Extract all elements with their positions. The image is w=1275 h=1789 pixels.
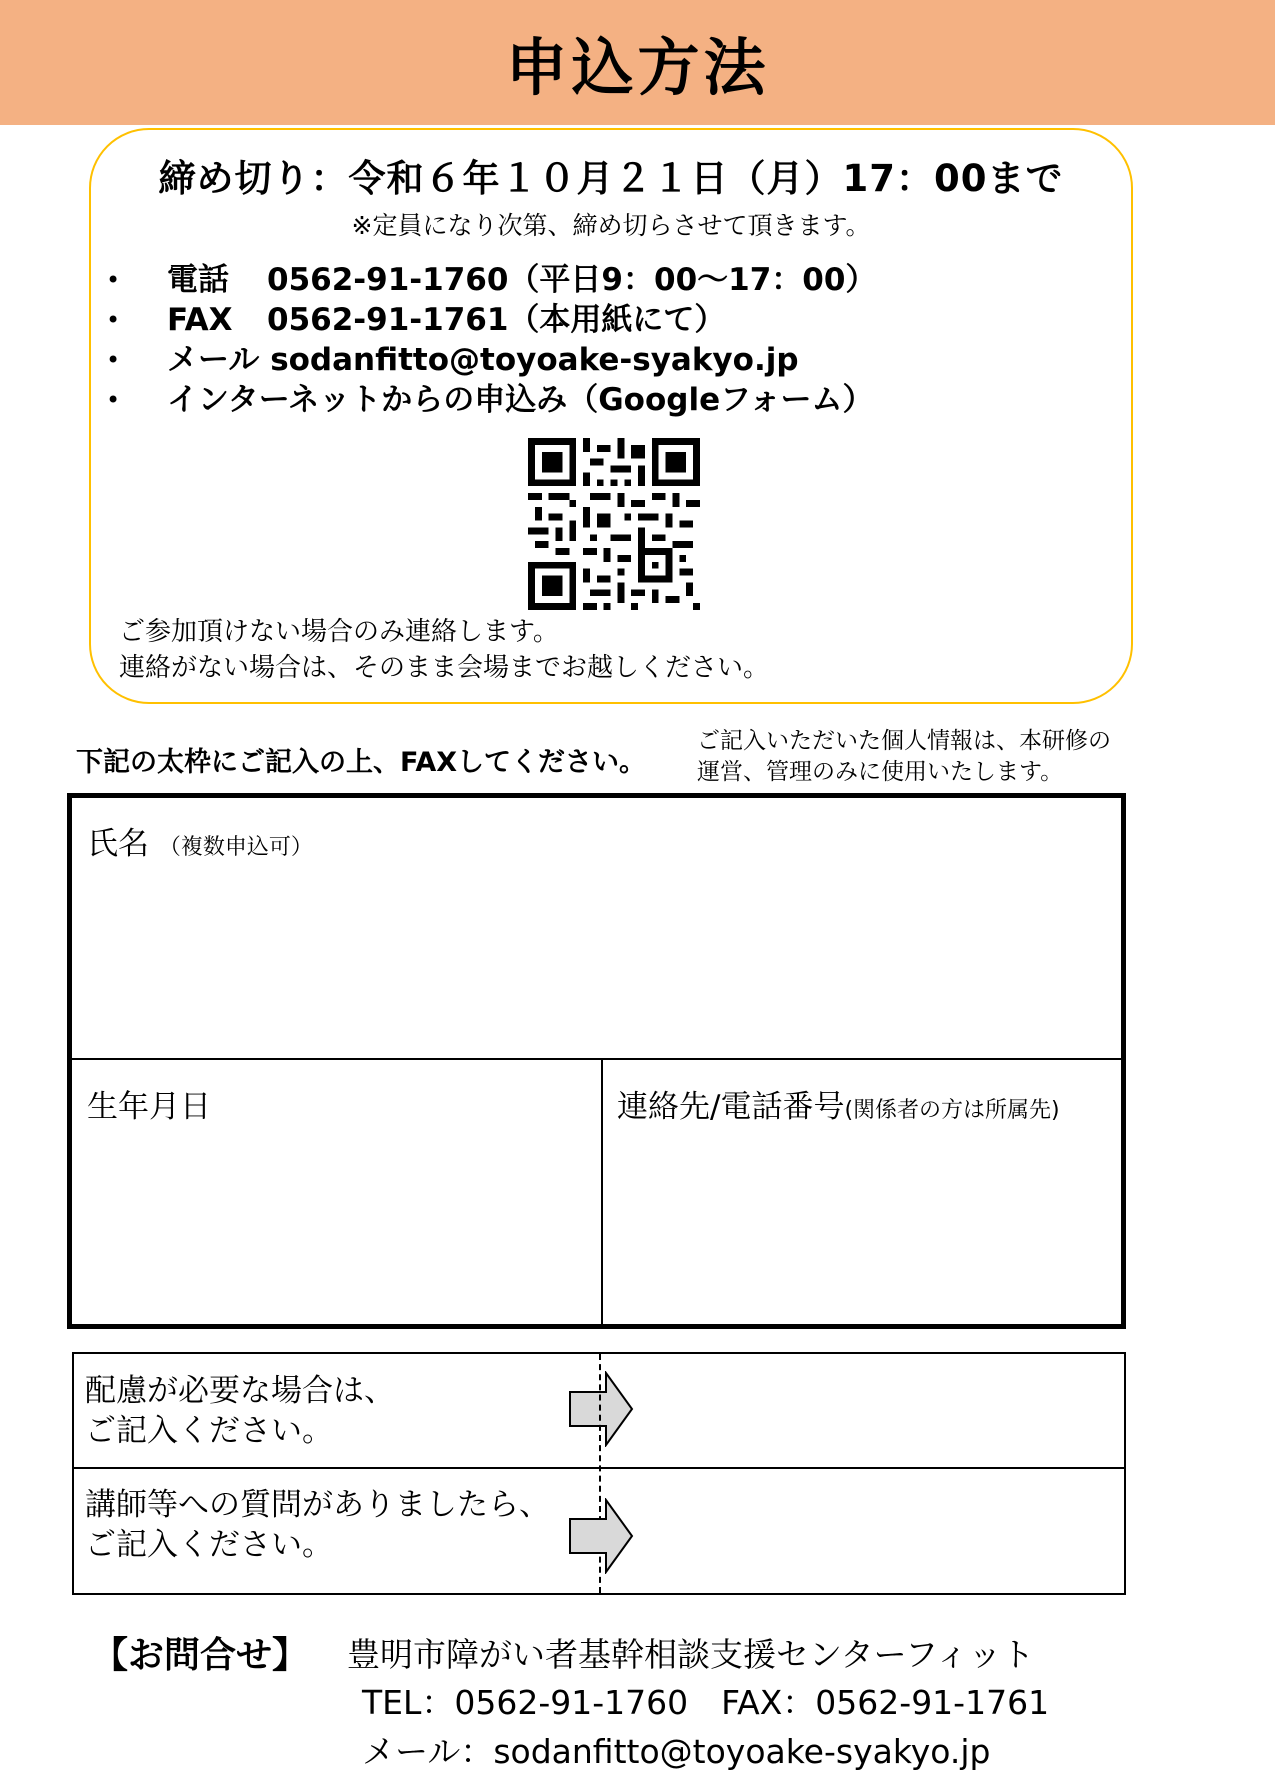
qr-code-icon[interactable]: [528, 438, 700, 610]
deadline-note: ※定員になり次第、締め切らさせて頂きます。: [351, 211, 871, 240]
contact-note: (関係者の方は所属先): [844, 1098, 1060, 1123]
privacy-line: ご記入いただいた個人情報は、本研修の: [697, 728, 1111, 754]
privacy-line: 運営、管理のみに使用いたします。: [697, 759, 1064, 785]
contact-method-value: インターネットからの申込み（Googleフォーム）: [167, 382, 874, 418]
bullet-icon: •: [106, 386, 121, 414]
contact-label: 連絡先/電話番号: [617, 1089, 845, 1125]
bullet-icon: •: [106, 266, 121, 294]
questions-input-area[interactable]: [601, 1469, 1124, 1593]
deadline-text: 締め切り：令和６年１０月２１日（月）17：00まで: [158, 157, 1064, 200]
questions-label: [85, 1485, 550, 1565]
organization-name: 豊明市障がい者基幹相談支援センターフィット: [347, 1635, 1035, 1674]
contact-method-value: 0562-91-1761（本用紙にて）: [267, 302, 726, 338]
additional-info-box: [72, 1352, 1126, 1595]
contact-input-area[interactable]: [603, 1060, 1121, 1324]
contact-method-web-form: [106, 380, 876, 420]
notice-line: ご参加頂けない場合のみ連絡します。: [119, 617, 559, 647]
fax-instruction: 下記の太枠にご記入の上、FAXしてください。: [76, 747, 647, 778]
birthdate-input-area[interactable]: [72, 1060, 601, 1324]
contact-method-fax: [106, 300, 876, 340]
email-line[interactable]: メール：sodanfitto@toyoake-syakyo.jp: [362, 1732, 991, 1771]
page-title: 申込方法: [505, 31, 770, 104]
contact-method-label: 電話: [167, 262, 229, 298]
name-label: 氏名: [87, 826, 149, 862]
bullet-icon: •: [106, 346, 121, 374]
label-line: ご記入ください。: [85, 1413, 333, 1449]
label-line: 講師等への質問がありましたら、: [85, 1487, 550, 1523]
accommodation-input-area[interactable]: [601, 1354, 1124, 1467]
inquiry-heading: 【お問合せ】: [92, 1635, 309, 1676]
contact-method-phone: [106, 260, 876, 300]
application-info-box: [89, 128, 1133, 704]
tel-fax-line: TEL：0562-91-1760 FAX：0562-91-1761: [362, 1683, 1050, 1722]
header-banner: [0, 0, 1275, 125]
name-note: （複数申込可）: [158, 835, 313, 860]
application-form: [67, 793, 1126, 1329]
contact-method-label: FAX: [167, 302, 233, 338]
accommodation-label: [85, 1371, 395, 1451]
bullet-icon: •: [106, 306, 121, 334]
label-line: 配慮が必要な場合は、: [85, 1373, 395, 1409]
contact-method-label: メール: [167, 342, 260, 378]
contact-method-value: sodanfitto@toyoake-syakyo.jp: [270, 342, 799, 378]
contact-method-email: [106, 340, 876, 380]
contact-method-list: [106, 260, 876, 420]
privacy-note: [697, 726, 1111, 788]
contact-notice: [119, 614, 769, 686]
notice-line: 連絡がない場合は、そのまま会場までお越しください。: [119, 653, 770, 683]
label-line: ご記入ください。: [85, 1527, 333, 1563]
birthdate-label: 生年月日: [87, 1089, 211, 1125]
name-input-area[interactable]: [72, 798, 1121, 1058]
contact-method-value: 0562-91-1760（平日9：00～17：00）: [267, 262, 877, 298]
